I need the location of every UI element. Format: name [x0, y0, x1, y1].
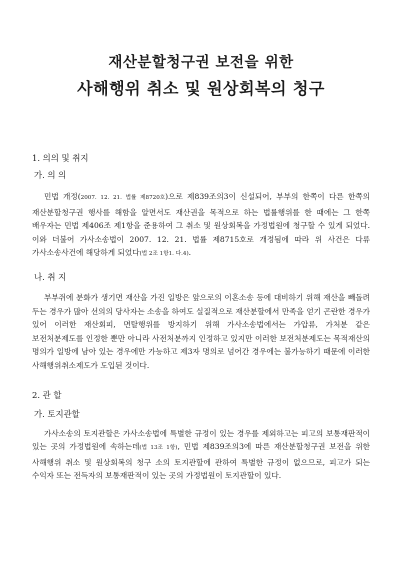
subsection-territorial-heading: 가. 토지관할 — [34, 408, 80, 419]
section-significance — [32, 152, 370, 373]
title-line-1: 재산분할청구권 보전을 위한 — [108, 54, 294, 71]
citation-article: (법 2조 1항1. 다.4) — [139, 251, 189, 258]
section-2-heading: 2. 관 할 — [32, 389, 62, 400]
paragraph-purpose: 부부쥐에 분화가 생기면 재산을 가진 일방은 앞으로의 이혼소송 등에 대비하기 위해 재산을 빼돌려 두는 경우가 많아 선의의 당사자는 소송을 하여도 실질적으로 재산분할에서 만족을 얻기 곤란한 경우가 있어 이러한 재산회피, 면탈행위를 방지하기 위해 가사소송법에서는 가압류, 가처분 같은 보전처분제도를 인정한 뿐만 아니라 사전처분까지 인정하고 있지만 이러한 보전처분제도는 목적재산의 명의가 일방에 남아 있는 경우에만 가능하고 제3자 명의로 넘어간 경우에는 불가능하기 때문에 이러한 사해행위취소제도가 도입된 것이다. — [32, 292, 370, 370]
paragraph-meaning-text-1: 민법 개정( — [44, 192, 81, 201]
paragraph-meaning — [32, 190, 370, 262]
paragraph-meaning-text-2: )으로 제839조의3이 신설되어, 부부의 한쪽이 다른 한쪽의 재산분할청구권 행사를 해함을 알면서도 재산권을 목적으로 하는 법률행위를 한 때에는 그 한쪽 배우자는 민법 제406조 제1항을 준용하여 그 취소 및 원상회복을 가정법원에 청구할 수 있게 되었다. 이와 더불어 가사소송법이 2007. 12. 21. 법률 제8715호로 개정됨에 따라 위 사건은 다류 가사소송사건에 해당하게 되었다 — [32, 192, 371, 258]
paragraph-territorial — [32, 427, 370, 483]
section-jurisdiction — [32, 389, 370, 483]
section-1-heading: 1. 의의 및 취지 — [32, 153, 89, 163]
subsection-purpose-heading: 나. 취 지 — [34, 271, 67, 282]
citation-article-13: (법 13조 1항) — [139, 445, 178, 452]
subsection-meaning — [32, 169, 370, 262]
citation-amendment: 2007. 12. 21. 법률 제8720호 — [80, 195, 166, 201]
paragraph-territorial-text-1: 가사소송의 토지관할은 가사소송법에 특별한 규정이 있는 경우를 제외하고는 피고의 보통재판적이 있는 곳의 가정법원에 속하는데 — [32, 428, 370, 452]
subsection-territorial — [32, 408, 370, 483]
subsection-purpose — [32, 271, 370, 373]
document-title — [32, 52, 370, 102]
paragraph-meaning-end: . — [188, 248, 192, 258]
subsection-meaning-heading: 가. 의 의 — [34, 170, 67, 180]
paragraph-territorial-text-2: , 민법 제839조의3에 따른 재산분할청구권 보전을 위한 사해행위 취소 및 원상회복의 청구 소의 토지관할에 관하여 특별한 규정이 없으므로, 피고가 되는 수익자 또는 전득자의 보통재판적이 있는 곳의 가정법원이 토지관할이 있다. — [32, 442, 371, 481]
title-line-2: 사해행위 취소 및 원상회복의 청구 — [77, 79, 325, 98]
